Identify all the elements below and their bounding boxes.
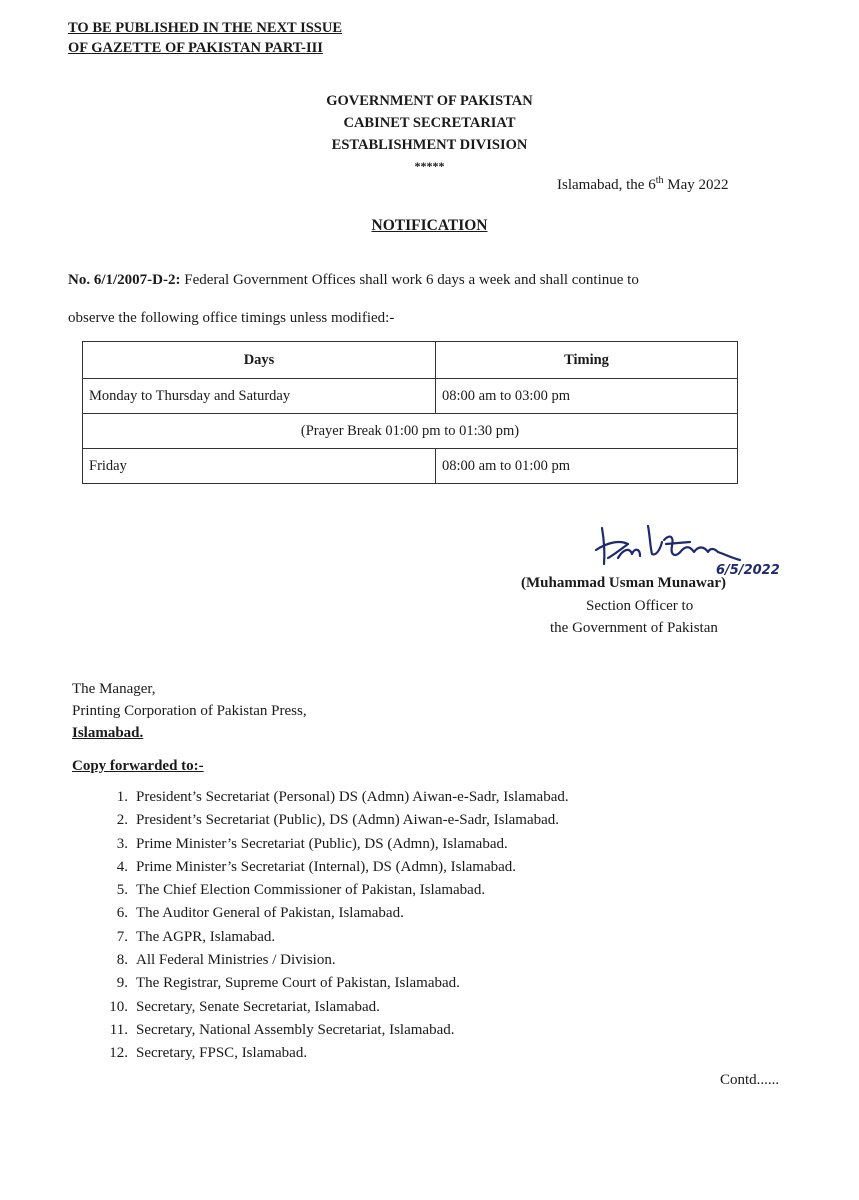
- table-row: [83, 449, 738, 484]
- list-item: [90, 902, 569, 925]
- list-item-number: 3.: [116, 835, 128, 852]
- signatory-title-2: the Government of Pakistan: [550, 620, 718, 636]
- list-item-text: President’s Secretariat (Personal) DS (Admn) Aiwan-e-Sadr, Islamabad.: [136, 789, 569, 805]
- notification-body-line-2: observe the following office timings unless modified:-: [68, 310, 395, 326]
- header-stars: *****: [414, 159, 445, 173]
- table-row-prayer: [83, 414, 738, 449]
- notification-title: NOTIFICATION: [371, 217, 488, 234]
- list-item: [90, 1042, 569, 1065]
- row-days-friday: Friday: [83, 449, 436, 484]
- list-item-text: The Chief Election Commissioner of Pakistan, Islamabad.: [136, 882, 486, 899]
- list-item-number: 4.: [116, 858, 128, 875]
- list-item: [90, 809, 569, 832]
- list-item-number: 2.: [116, 812, 128, 829]
- office-timings-table: [82, 341, 738, 484]
- signatory-name: (Muhammad Usman Munawar): [521, 575, 727, 591]
- list-item-text: President’s Secretariat (Public), DS (Admn) Aiwan-e-Sadr, Islamabad.: [136, 812, 560, 829]
- list-item-number: 9.: [116, 975, 128, 992]
- body-text-1: Federal Government Offices shall work 6 days a week and shall continue to: [180, 272, 639, 288]
- notification-number: No. 6/1/2007-D-2:: [68, 272, 181, 288]
- recipient-address: [72, 678, 307, 744]
- date-prefix: Islamabad, the 6: [557, 177, 656, 193]
- row-days-mon-sat: Monday to Thursday and Saturday: [83, 379, 436, 414]
- list-item-text: Secretary, FPSC, Islamabad.: [136, 1045, 308, 1062]
- date-suffix-sup: th: [655, 175, 664, 186]
- copy-forwarded-heading: Copy forwarded to:-: [72, 758, 204, 774]
- header-division: ESTABLISHMENT DIVISION: [331, 137, 528, 153]
- list-item-number: 7.: [116, 928, 128, 945]
- table-header-row: [83, 342, 738, 379]
- prayer-break: (Prayer Break 01:00 pm to 01:30 pm): [83, 414, 738, 449]
- list-item-text: All Federal Ministries / Division.: [136, 952, 336, 969]
- gazette-heading: [68, 18, 342, 58]
- list-item: [90, 949, 569, 972]
- row-timing-mon-sat: 08:00 am to 03:00 pm: [436, 379, 738, 414]
- list-item-text: Secretary, Senate Secretariat, Islamabad.: [136, 998, 380, 1015]
- table-row: [83, 379, 738, 414]
- address-line-2: Printing Corporation of Pakistan Press,: [72, 703, 307, 719]
- list-item-text: Prime Minister’s Secretariat (Public), DS (Admn), Islamabad.: [136, 835, 508, 852]
- list-item-number: 6.: [116, 905, 128, 922]
- list-item: [90, 926, 569, 949]
- header-cabinet: CABINET SECRETARIAT: [343, 115, 516, 131]
- header-days: Days: [83, 342, 436, 379]
- continued-marker: Contd......: [720, 1072, 780, 1088]
- list-item: [90, 786, 569, 809]
- signature-date: 6/5/2022: [716, 563, 780, 578]
- list-item: [90, 856, 569, 879]
- list-item: [90, 1019, 569, 1042]
- list-item-number: 11.: [109, 1021, 128, 1038]
- header-government: GOVERNMENT OF PAKISTAN: [326, 93, 533, 109]
- list-item-text: The Auditor General of Pakistan, Islamabad.: [136, 905, 404, 922]
- list-item: [90, 833, 569, 856]
- address-line-1: The Manager,: [72, 681, 156, 697]
- list-item: [90, 972, 569, 995]
- issue-date: [557, 175, 729, 194]
- list-item-number: 12.: [109, 1045, 128, 1062]
- copy-recipients-list: [90, 786, 569, 1066]
- list-item-number: 5.: [116, 882, 128, 899]
- list-item-text: Prime Minister’s Secretariat (Internal), DS (Admn), Islamabad.: [136, 858, 517, 875]
- signatory-title-1: Section Officer to: [586, 598, 694, 614]
- list-item-text: Secretary, National Assembly Secretariat, Islamabad.: [136, 1021, 455, 1038]
- list-item-number: 10.: [109, 998, 128, 1015]
- government-header: [0, 90, 859, 156]
- list-item-text: The Registrar, Supreme Court of Pakistan, Islamabad.: [136, 975, 460, 992]
- row-timing-friday: 08:00 am to 01:00 pm: [436, 449, 738, 484]
- address-city: Islamabad.: [72, 725, 144, 741]
- gazette-line-1: TO BE PUBLISHED IN THE NEXT ISSUE: [68, 20, 342, 36]
- signature-image: [590, 520, 810, 580]
- gazette-line-2: OF GAZETTE OF PAKISTAN PART-III: [68, 40, 323, 56]
- list-item-text: The AGPR, Islamabad.: [136, 928, 276, 945]
- list-item-number: 1.: [116, 789, 128, 805]
- list-item-number: 8.: [116, 952, 128, 969]
- header-timing: Timing: [436, 342, 738, 379]
- notification-body-line-1: [68, 272, 639, 289]
- list-item: [90, 879, 569, 902]
- date-suffix: May 2022: [663, 177, 729, 193]
- list-item: [90, 996, 569, 1019]
